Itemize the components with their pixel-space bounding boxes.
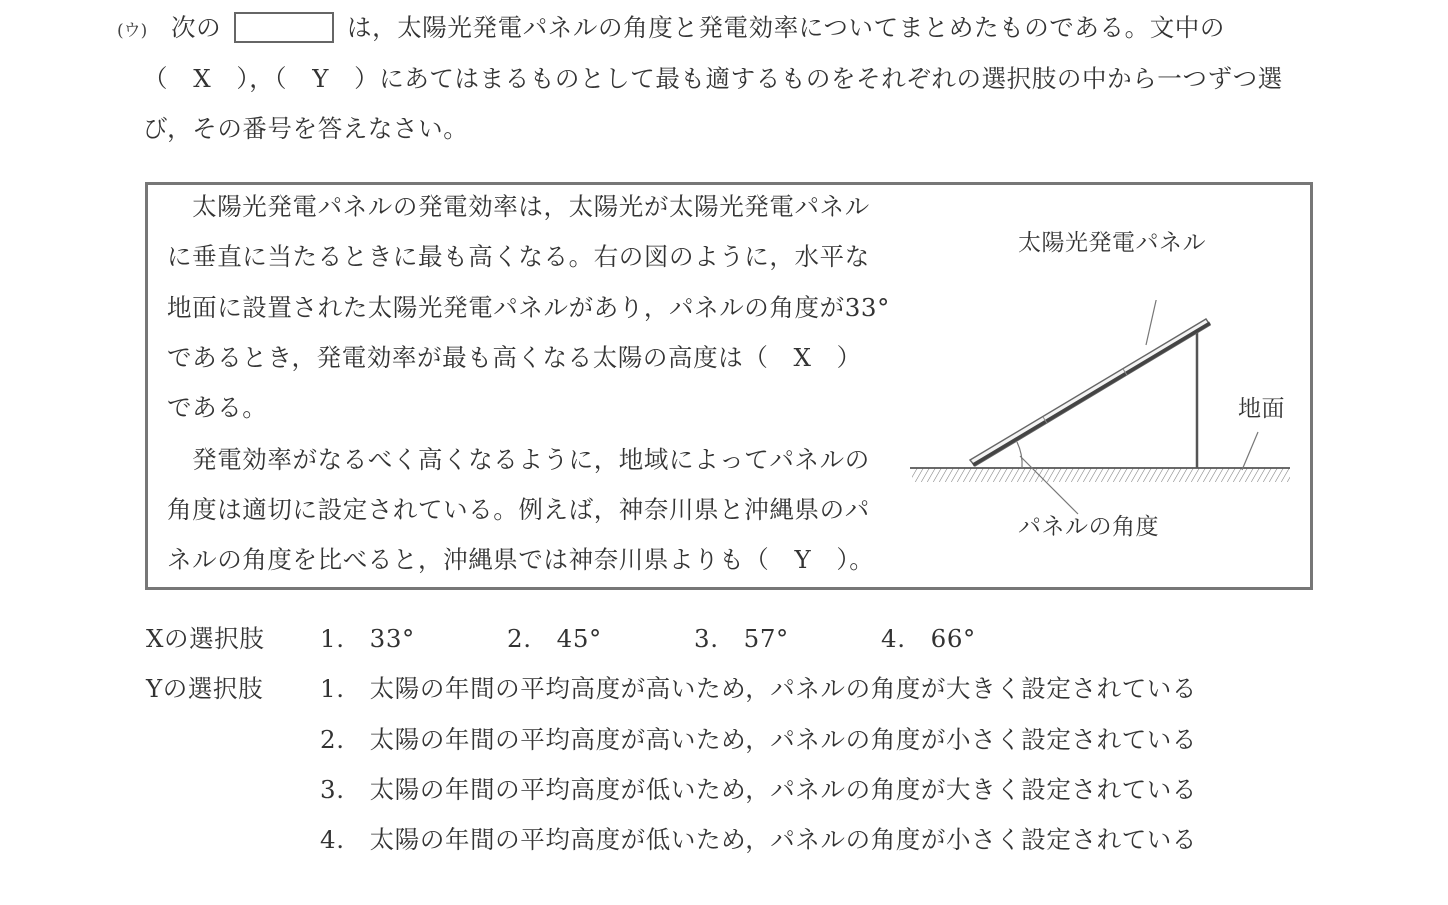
passage-line: 太陽光発電パネルの発電効率は，太陽光が太陽光発電パネル bbox=[167, 192, 870, 221]
passage-line: であるとき，発電効率が最も高くなる太陽の高度は（ X ） bbox=[167, 343, 862, 372]
question-line-2: （ X ），（ Y ）にあてはまるものとして最も適するものをそれぞれの選択肢の中から一つずつ選 bbox=[143, 64, 1283, 93]
passage-line: 角度は適切に設定されている。例えば，神奈川県と沖縄県のパ bbox=[167, 495, 870, 524]
passage-line: に垂直に当たるときに最も高くなる。右の図のように，水平な bbox=[167, 242, 870, 271]
leader-angle bbox=[1020, 456, 1078, 514]
question-line-1: は，太陽光発電パネルの角度と発電効率についてまとめたものである。文中の bbox=[347, 13, 1226, 42]
solar-panel-diagram bbox=[900, 300, 1300, 540]
y-choice: 2. 太陽の年間の平均高度が高いため，パネルの角度が小さく設定されている bbox=[320, 725, 1197, 754]
figure-label-angle: パネルの角度 bbox=[1018, 514, 1159, 540]
ground-hatch bbox=[912, 468, 1290, 482]
question-line-3: び，その番号を答えなさい。 bbox=[143, 114, 469, 143]
x-choice: 4. 66° bbox=[881, 624, 976, 653]
leader-ground bbox=[1242, 432, 1258, 470]
passage-line: 発電効率がなるべく高くなるように，地域によってパネルの bbox=[167, 445, 870, 474]
x-choice: 2. 45° bbox=[507, 624, 602, 653]
x-choice: 3. 57° bbox=[694, 624, 789, 653]
x-choice: 1. 33° bbox=[320, 624, 415, 653]
y-choice: 3. 太陽の年間の平均高度が低いため，パネルの角度が大きく設定されている bbox=[320, 775, 1197, 804]
figure-label-panel: 太陽光発電パネル bbox=[1018, 230, 1206, 256]
question-number: (ウ) bbox=[117, 21, 148, 41]
blank-box bbox=[234, 12, 334, 43]
passage-line: 地面に設置された太陽光発電パネルがあり，パネルの角度が33° bbox=[167, 293, 890, 322]
y-choice: 4. 太陽の年間の平均高度が低いため，パネルの角度が小さく設定されている bbox=[320, 825, 1197, 854]
passage-line: ネルの角度を比べると，沖縄県では神奈川県よりも（ Y ）。 bbox=[167, 545, 875, 574]
y-choices-label: Yの選択肢 bbox=[146, 674, 264, 703]
leader-panel bbox=[1146, 300, 1162, 345]
passage-line: である。 bbox=[167, 393, 268, 422]
y-choice: 1. 太陽の年間の平均高度が高いため，パネルの角度が大きく設定されている bbox=[320, 674, 1197, 703]
x-choices-label: Xの選択肢 bbox=[146, 624, 265, 653]
solar-panel-edge bbox=[973, 323, 1210, 465]
figure-label-ground: 地面 bbox=[1238, 396, 1285, 422]
question-line-1-prefix: 次の bbox=[171, 13, 222, 42]
angle-arc bbox=[1017, 442, 1022, 468]
